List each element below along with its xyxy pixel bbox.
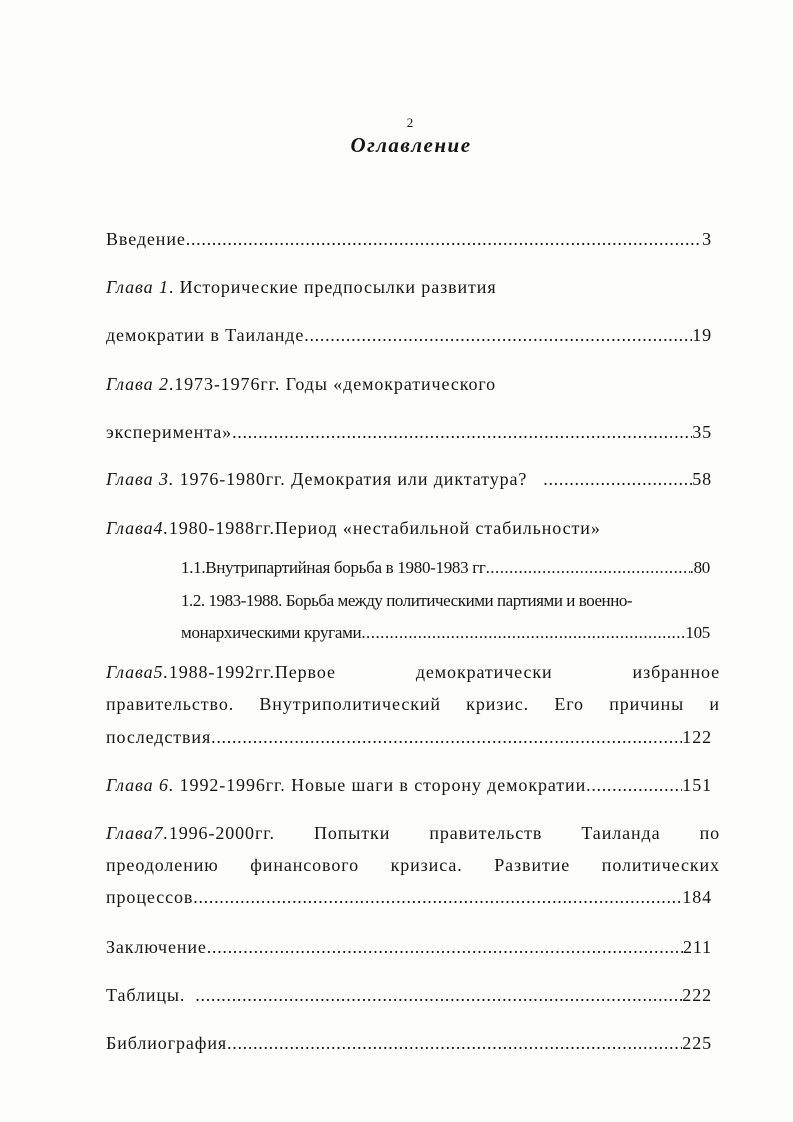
- chapter-word: политических: [601, 855, 720, 875]
- toc-entry-ch5-line3[interactable]: [106, 726, 712, 748]
- toc-entry-intro[interactable]: [106, 228, 712, 250]
- toc-entry-ch2-line2[interactable]: [106, 421, 712, 443]
- toc-entry-ch5-line1[interactable]: [106, 661, 720, 683]
- toc-leader: [193, 886, 682, 908]
- chapter-word: преодолению: [106, 855, 219, 875]
- toc-entry-ch7-line1[interactable]: [106, 822, 720, 844]
- toc-entry-ch4[interactable]: [106, 517, 712, 539]
- chapter-word: Развитие: [494, 855, 571, 875]
- toc-leader: [586, 774, 682, 796]
- page-title: Оглавление: [350, 133, 472, 157]
- toc-leader: [232, 421, 692, 443]
- chapter-title-cont: эксперимента»: [106, 422, 233, 442]
- toc-page: 35: [692, 422, 712, 442]
- chapter-word: Внутриполитический: [259, 694, 441, 714]
- toc-entry-tables[interactable]: [106, 984, 712, 1006]
- chapter-word: кризиса.: [390, 855, 463, 875]
- toc-entry-ch5-line2[interactable]: [106, 693, 720, 715]
- toc-page: 122: [682, 727, 712, 747]
- toc-leader: [361, 622, 685, 644]
- toc-entry-ch1-line1[interactable]: [106, 276, 712, 298]
- chapter-title: .1973-1976гг. Годы «демократического: [168, 374, 497, 394]
- toc-entry-bibliography[interactable]: [106, 1032, 712, 1054]
- chapter-title: 1976-1980гг. Демократия или диктатура?: [174, 469, 528, 489]
- toc-page: 151: [682, 775, 712, 795]
- toc-page: 222: [682, 985, 712, 1005]
- chapter-label: Глава 6.: [106, 775, 175, 795]
- chapter-word: кризис.: [466, 694, 530, 714]
- toc-leader: [486, 557, 690, 579]
- chapter-title: 1992-1996гг. Новые шаги в сторону демократии: [174, 775, 587, 795]
- chapter-word: и: [709, 694, 720, 714]
- toc-entry-s2-line1[interactable]: [181, 590, 710, 612]
- chapter-title-cont: процессов: [106, 887, 194, 907]
- section-title-cont: монархическими кругами: [181, 623, 362, 642]
- section-title: 1.2. 1983-1988. Борьба между политическими партиями и военно-: [181, 591, 633, 610]
- toc-entry-conclusion[interactable]: [106, 936, 712, 958]
- chapter-label: Глава7.: [106, 823, 169, 843]
- toc-entry-ch7-line3[interactable]: [106, 886, 712, 908]
- chapter-word: правительств: [429, 823, 543, 843]
- toc-label: Таблицы.: [106, 985, 186, 1005]
- chapter-word: Его: [554, 694, 584, 714]
- toc-entry-ch3[interactable]: [106, 468, 712, 490]
- page-number: 2: [406, 115, 414, 130]
- toc-leader: [195, 984, 682, 1006]
- chapter-title-cont: последствия: [106, 727, 212, 747]
- chapter-word: избранное: [632, 662, 720, 682]
- toc-leader: [186, 228, 702, 250]
- toc-leader: [304, 324, 692, 346]
- toc-entry-s2-line2[interactable]: [181, 622, 710, 644]
- chapter-word: по: [699, 823, 720, 843]
- chapter-word: причины: [609, 694, 685, 714]
- chapter-label: Глава 1: [106, 277, 169, 297]
- toc-page: 184: [682, 887, 712, 907]
- toc-entry-ch7-line2[interactable]: [106, 854, 720, 876]
- toc-page: 3: [702, 229, 712, 249]
- chapter-word: Попытки: [313, 823, 391, 843]
- chapter-word: демократически: [415, 662, 553, 682]
- chapter-label: Глава5.: [106, 662, 169, 682]
- chapter-word: 1996-2000гг.: [168, 823, 275, 843]
- toc-page: 211: [682, 937, 712, 957]
- chapter-label: Глава4.: [106, 518, 169, 538]
- toc-leader: [211, 726, 682, 748]
- chapter-title-cont: демократии в Таиланде: [106, 325, 305, 345]
- toc-label: Заключение: [106, 937, 207, 957]
- chapter-word: финансового: [250, 855, 359, 875]
- chapter-word: 1988-1992гг.Первое: [168, 662, 336, 682]
- toc-entry-ch1-line2[interactable]: [106, 324, 712, 346]
- toc-leader: [207, 936, 683, 958]
- toc-entry-ch2-line1[interactable]: [106, 373, 712, 395]
- chapter-word: правительство.: [106, 694, 235, 714]
- toc-page: 225: [682, 1033, 712, 1053]
- chapter-label: Глава 3.: [106, 469, 175, 489]
- toc-leader: [543, 468, 692, 490]
- toc-label: Библиография: [106, 1033, 228, 1053]
- chapter-label: Глава 2: [106, 374, 169, 394]
- toc-label: Введение: [106, 229, 186, 249]
- chapter-title: 1980-1988гг.Период «нестабильной стабильности»: [168, 518, 601, 538]
- toc-page: 19: [692, 325, 712, 345]
- chapter-title: . Исторические предпосылки развития: [168, 277, 497, 297]
- toc-page: .80: [689, 558, 710, 577]
- toc-page: 105: [685, 623, 710, 642]
- section-title: 1.1.Внутрипартийная борьба в 1980-1983 гг: [181, 558, 486, 577]
- toc-page: 58: [692, 469, 712, 489]
- toc-entry-s1[interactable]: [181, 557, 710, 579]
- toc-entry-ch6[interactable]: [106, 774, 712, 796]
- toc-leader: [227, 1032, 682, 1054]
- chapter-word: Таиланда: [581, 823, 661, 843]
